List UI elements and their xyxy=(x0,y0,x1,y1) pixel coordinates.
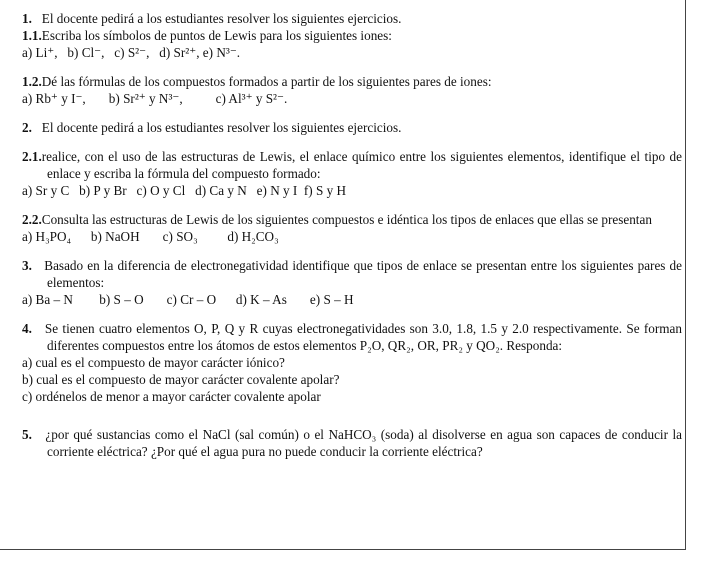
section-3-number: 3. xyxy=(22,258,32,273)
question-1-1-items: a) Li⁺, b) Cl⁻, c) S²⁻, d) Sr²⁺, e) N³⁻. xyxy=(22,45,241,60)
question-2-2-number: 2.2. xyxy=(22,212,42,227)
section-5-text: ¿por qué sustancias como el NaCl (sal común) o el NaHCO₃ (soda) al disolverse en agua son capaces de conducir la corriente eléctrica? ¿Por qué el agua pura no puede conducir la corriente eléctrica? xyxy=(45,427,682,459)
question-2-1 xyxy=(22,148,682,182)
question-1-2 xyxy=(22,73,682,90)
question-2-1-items: a) Sr y C b) P y Br c) O y Cl d) Ca y N e) N y I f) S y H xyxy=(22,183,347,198)
section-2-text: El docente pedirá a los estudiantes resolver los siguientes ejercicios. xyxy=(41,120,402,135)
section-2-heading xyxy=(22,119,682,136)
question-2-1-number: 2.1. xyxy=(22,149,42,164)
question-1-1-number: 1.1. xyxy=(22,28,42,43)
question-1-1 xyxy=(22,27,682,44)
section-3 xyxy=(22,257,682,291)
section-4-c: c) ordénelos de menor a mayor carácter covalente apolar xyxy=(22,389,321,404)
exercise-sheet xyxy=(22,10,682,460)
section-1-number: 1. xyxy=(22,11,32,26)
section-3-text: Basado en la diferencia de electronegatividad identifique que tipos de enlace se presentan entre los siguientes pares de elementos: xyxy=(44,258,683,290)
question-2-2-text: Consulta las estructuras de Lewis de los siguientes compuestos e idéntica los tipos de enlaces que ellas se presentan xyxy=(41,212,652,227)
question-2-2 xyxy=(22,211,682,228)
question-2-2-items: a) H₃PO₄ b) NaOH c) SO₃ d) H₂CO₃ xyxy=(22,229,279,244)
section-2-number: 2. xyxy=(22,120,32,135)
question-1-2-number: 1.2. xyxy=(22,74,42,89)
section-5 xyxy=(22,426,682,460)
question-1-2-items: a) Rb⁺ y I⁻, b) Sr²⁺ y N³⁻, c) Al³⁺ y S²⁻. xyxy=(22,91,288,106)
section-4-b: b) cual es el compuesto de mayor carácter covalente apolar? xyxy=(22,372,340,387)
section-4-text: Se tienen cuatro elementos O, P, Q y R cuyas electronegatividades son 3.0, 1.8, 1.5 y 2.0 respectivamente. Se forman diferentes compuestos entre los átomos de estos elementos P₂O, QR₂, OR, PR₂ y QO₂. Responda: xyxy=(44,321,682,353)
question-1-1-text: Escriba los símbolos de puntos de Lewis para los siguientes iones: xyxy=(41,28,392,43)
question-1-2-text: Dé las fórmulas de los compuestos formados a partir de los siguientes pares de iones: xyxy=(41,74,492,89)
section-5-number: 5. xyxy=(22,427,32,442)
section-3-items: a) Ba – N b) S – O c) Cr – O d) K – As e) S – H xyxy=(22,292,354,307)
section-4-a: a) cual es el compuesto de mayor carácter iónico? xyxy=(22,355,285,370)
section-1-heading xyxy=(22,10,682,27)
section-4 xyxy=(22,320,682,354)
section-4-number: 4. xyxy=(22,321,32,336)
question-2-1-text: realice, con el uso de las estructuras de Lewis, el enlace químico entre los siguientes elementos, identifique el tipo de enlace y escriba la fórmula del compuesto formado: xyxy=(41,149,682,181)
section-1-text: El docente pedirá a los estudiantes resolver los siguientes ejercicios. xyxy=(41,11,402,26)
